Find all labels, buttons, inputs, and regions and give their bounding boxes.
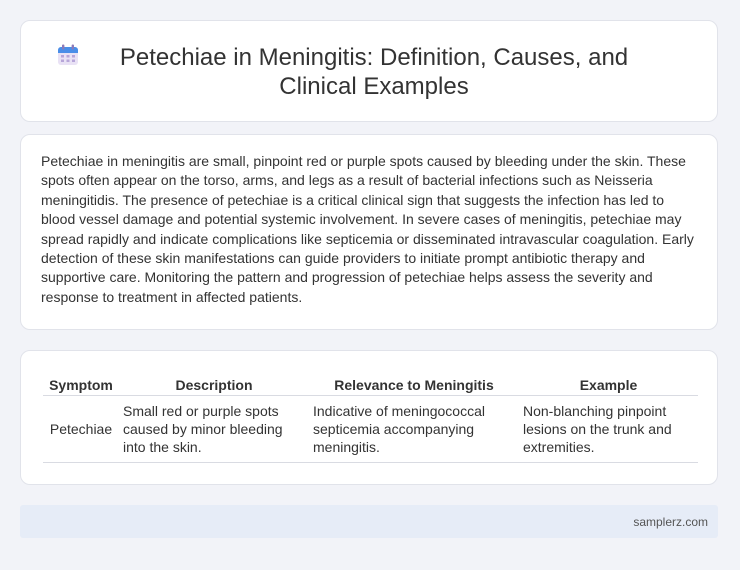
symptom-table [43,373,698,463]
header-example: Example [519,373,698,396]
cell-description: Small red or purple spots caused by minor bleeding into the skin. [119,396,309,463]
footer-site-link[interactable]: samplerz.com [633,515,708,529]
footer-bar [20,505,718,538]
intro-card [20,134,718,330]
intro-paragraph: Petechiae in meningitis are small, pinpoint red or purple spots caused by bleeding under the skin. These spots often appear on the torso, arms, and legs as a result of bacterial infections such as Neisseria meningitidis. The presence of petechiae is a critical clinical sign that suggests the infection has led to blood vessel damage and potential systemic involvement. In severe cases of meningitis, petechiae may spread rapidly and indicate complications like septicemia or disseminated intravascular coagulation. Early detection of these skin manifestations can guide providers to initiate prompt antibiotic therapy and supportive care. Monitoring the pattern and progression of petechiae helps assess the severity and response to treatment in affected patients. [41,153,694,305]
cell-relevance: Indicative of meningococcal septicemia accompanying meningitis. [309,396,519,463]
header-relevance: Relevance to Meningitis [309,373,519,396]
table-row [43,396,698,463]
header-symptom: Symptom [43,373,119,396]
page-title: Petechiae in Meningitis: Definition, Causes, and Clinical Examples [119,44,629,100]
title-card [20,20,718,122]
cell-symptom: Petechiae [43,396,119,463]
header-description: Description [119,373,309,396]
table-header-row [43,373,698,396]
table-card [20,350,718,485]
cell-example: Non-blanching pinpoint lesions on the trunk and extremities. [519,396,698,463]
